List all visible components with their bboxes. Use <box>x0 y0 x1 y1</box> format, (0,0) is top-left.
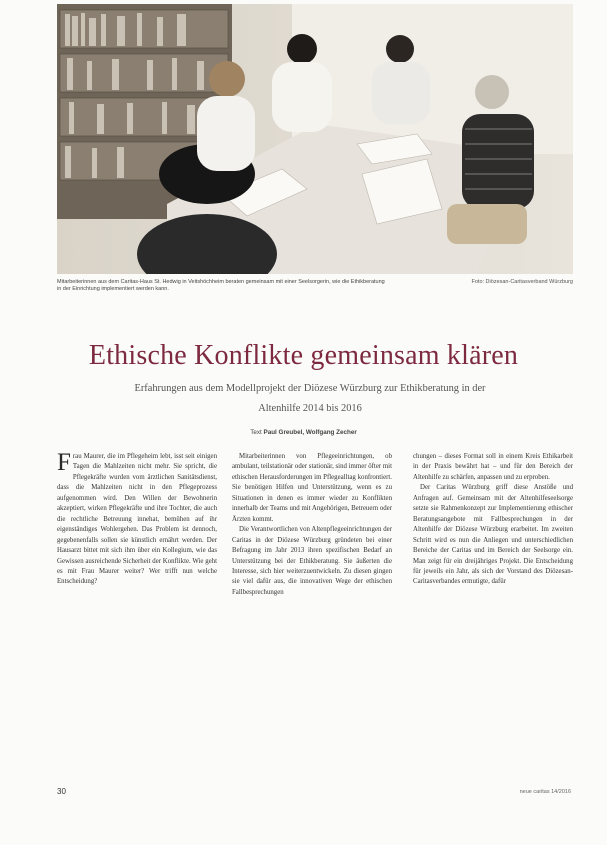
paragraph: Die Verantwortlichen von Altenpflegeeinrichtungen der Caritas in der Diözese Würzburg gründeten bei einer Befragung im Jahr 2013 ihren spezifischen Bedarf an Unterstützung bei der Ethikberatung. Sie äußerten die Interesse, sich hier weiterzuentwickeln. Zu diesen gingen sie viel dafür aus, die innovativen Wege der ethischen Fallbesprechungen <box>232 526 392 596</box>
body-column-1 <box>57 449 217 588</box>
paragraph: Der Caritas Würzburg griff diese Anstöße und Anfragen auf. Gemeinsam mit der Altenhilfeseelsorge setzte sie Rahmenkonzept zur Implementierung ethischer Beratungsangebote mit Fallbesprechungen in der Altenhilfe der Diözese Würzburg erarbeitet. Im zweiten Schritt wird es nun die Anliegen und unterschiedlichen Bereiche der Caritas und im Bereich der Seelsorge ein. Man zeigt für ein dreijähriges Projekt. Die Entscheidung für jeweils ein Jahr, als sich der Vorstand des Diözesan-Caritasverbandes ermutigte, dafür <box>413 484 573 586</box>
photo-meeting <box>57 4 573 274</box>
body-column-2 <box>232 452 392 598</box>
article-byline <box>0 429 607 436</box>
article-headline: Ethische Konflikte gemeinsam klären <box>88 340 519 371</box>
body-column-3 <box>413 452 573 588</box>
photo-credit: Foto: Diözesan-Caritasverband Würzburg <box>471 279 573 285</box>
drop-cap: F <box>57 449 71 476</box>
photo-caption: Mitarbeiterinnen aus dem Caritas-Haus St. Hedwig in Veitshöchheim beraten gemeinsam mit einer Seelsorgerin, wie die Ethikberatung in der Einrichtung implementiert werden kann. <box>57 279 385 293</box>
paragraph <box>57 449 217 588</box>
paragraph: Mitarbeiterinnen von Pflegeeinrichtungen, ob ambulant, teilstationär oder stationär, sind immer öfter mit ethischen Herausforderungen im Pflegealltag konfrontiert. Sie benötigen Hilfen und Unterstützung, wenn es zu Situationen in denen es immer wieder zu Konflikten innerhalb der Teams und mit Angehörigen, Betreuern oder Ärzten kommt. <box>232 453 392 523</box>
paragraph: chungen – dieses Format soll in einem Kreis Ethikarbeit in der Praxis bewährt hat – und für den Bereich der Altenhilfe zu schärfen, anpassen und zu erproben. <box>413 453 573 481</box>
journal-name: neue caritas 14/2016 <box>519 789 571 795</box>
byline-authors: Paul Greubel, Wolfgang Zecher <box>263 429 357 436</box>
byline-prefix: Text <box>250 429 262 436</box>
page-number: 30 <box>57 787 66 796</box>
article-subhead: Erfahrungen aus dem Modellprojekt der Diözese Würzburg zur Ethikberatung in der Altenhilfe 2014 bis 2016 <box>134 383 486 414</box>
paragraph-text: rau Maurer, die im Pflegeheim lebt, isst seit einigen Tagen die Mahlzeiten nicht mehr. Sie spricht, die Pflegekräfte wurden vom ärztlichen Sanitätsdienst, dass die Mahlzeiten nicht in den Pflegeprozess aufgenommen wird. Den Willen der Bewohnerin akzeptiert, wirken Pflegekräfte und ihre Tochter, die auch die rechtliche Betreuung innehat, bemühen auf ihr eigenständiges Wohlergehen. Das Problem ist dennoch, gegebenenfalls sollen sie künstlich ernährt werden. Der Hausarzt bittet mit sich ihm über ein Kollegium, wie das Gewissen ausreichende Sicherheit der Konflikte. Wie geht es mit Frau Maurer weiter? Wer trifft nun welche Entscheidung? <box>57 453 217 586</box>
photo-illustration <box>57 4 573 274</box>
